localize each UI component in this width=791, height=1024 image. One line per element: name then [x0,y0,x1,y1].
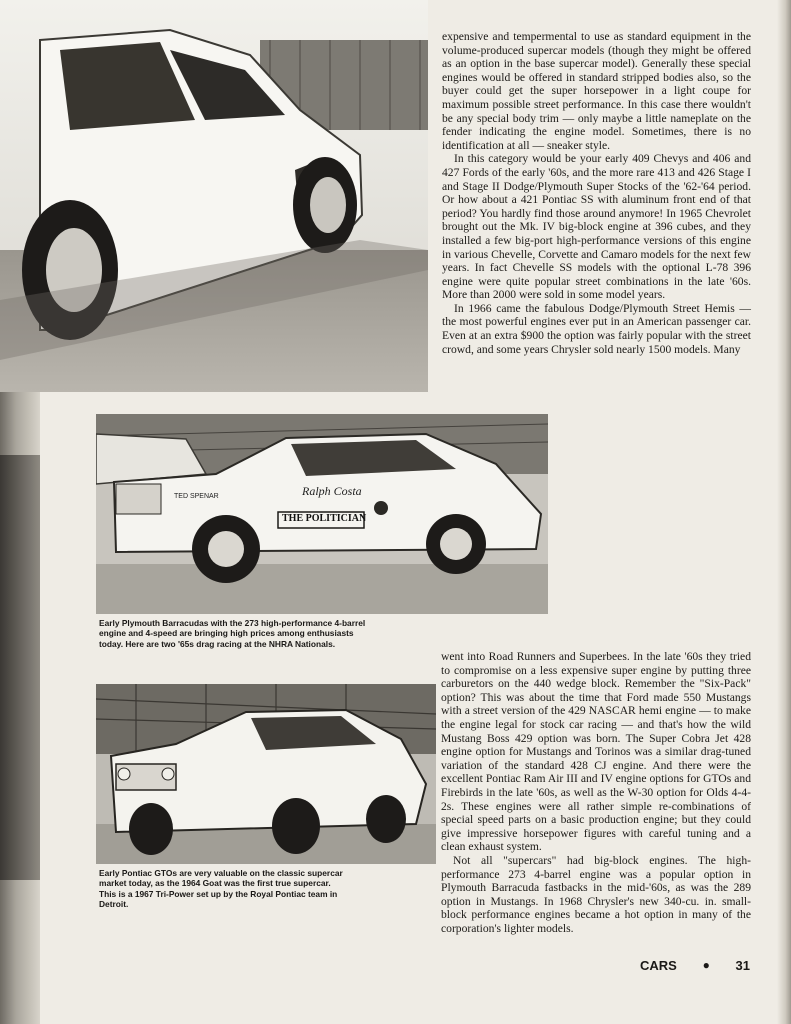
page-footer [640,958,750,973]
car-signature-lettering: Ralph Costa [302,484,362,498]
paragraph: In this category would be your early 409 Chevys and 406 and 427 Fords of the early '60s, and the more rare 413 and 426 Stage I and Stage II Dodge/Plymouth Super Stocks of the '62-'64 period. Or how about a 421 Pontiac SS with aluminum front end of that period? You hardly find those around anymore! In 1965 Chevrolet brought out the Mk. IV big-block engine at 396 cubes, and they installed a few big-port high-performance versions of this engine in various Chevelle, Corvette and Camaro models for the next few years. In fact Chevelle SS models with the optional L-78 396 engine were quite popular street combinations in the late '60s. More than 2000 were sold in some model years. [442,152,751,302]
photo-gto [96,684,436,864]
photo-camaro [0,0,428,392]
paragraph: Not all "supercars" had big-block engines. The high-performance 273 4-barrel engine was a popular option in Plymouth Barracuda fastbacks in the mid-'60s, as was the 289 option in Mustangs. In 1968 Chrysler's new 340-cu. in. small-block performance engines became a hot option in many of the corporation's lighter models. [441,853,751,935]
paragraph: went into Road Runners and Superbees. In the late '60s they tried to compromise on a less expensive super engine by putting three carburetors on the 440 wedge block. Remember the "Six-Pack" option? This was about the time that Ford made 550 Mustangs with a street version of the 429 NASCAR hemi engine — to make the engine legal for stock car racing — and that's how the wild Mustang Boss 429 option was born. The Super Cobra Jet 428 engine option for Mustangs and Torinos was a similar drag-tuned variation of the standard 428 CJ engine. And there were the excellent Pontiac Ram Air III and IV engine options for GTOs and Firebirds in the late '60s, as well as the W-30 option for Olds 4-4-2s. These engines were all rather simple re-combinations of special speed parts on a basic production engine; but they could give impressive horsepower figures with careful tuning and a clean exhaust system. [441,650,751,854]
photo-barracuda [96,414,548,614]
caption-barracuda: Early Plymouth Barracudas with the 273 high-performance 4-barrel engine and 4-speed are bringing high prices among enthusiasts today. Here are two '65s drag racing at the NHRA Nationals. [99,618,366,649]
car-name-lettering: THE POLITICIAN [282,513,367,524]
photo-edge-fragment [0,455,40,880]
car-driver-lettering: TED SPENAR [174,493,219,500]
paragraph: expensive and tempermental to use as standard equipment in the volume-produced supercar models (though they might be offered as an option in the base supercar model). Generally these special engines would be offered in standard stripped bodies also, so the buyer could get the super horsepower in a light coupe for maximum possible street performance. In this case there wouldn't be any special body trim — only maybe a little nameplate on the fender indicating the engine model. Sometimes, there is no identification at all — sneaker style. [442,30,751,152]
bullet-icon: ● [702,958,710,972]
page-edge [777,0,791,1024]
caption-gto: Early Pontiac GTOs are very valuable on the classic supercar market today, as the 1964 Goat was the first true supercar. This is a 1967 Tri-Power set up by the Royal Pontiac team in Detroit. [99,868,343,910]
magazine-name: CARS [640,958,677,973]
gto-illustration [96,684,436,864]
camaro-illustration [0,0,428,392]
paragraph: In 1966 came the fabulous Dodge/Plymouth Street Hemis — the most powerful engines ever put in an American passenger car. Even at an extra $900 the option was fairly popular with the street crowd, and some years Chrysler sold nearly 1500 models. Many [442,301,751,356]
page-number: 31 [735,958,750,973]
article-column-top [442,30,751,356]
article-column-bottom [441,650,751,935]
